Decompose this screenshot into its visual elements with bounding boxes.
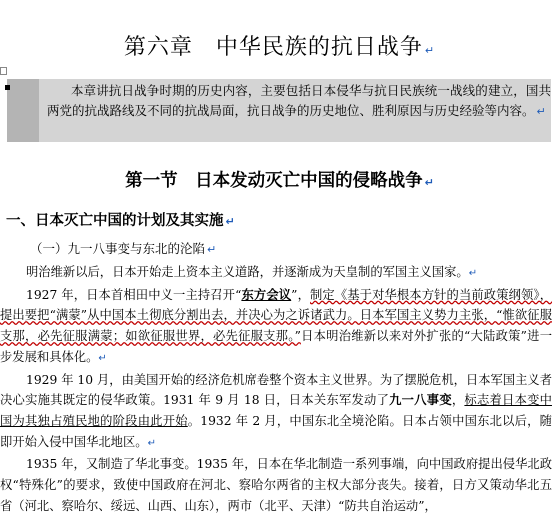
paragraph-mark-icon: ↵ (424, 176, 434, 189)
paragraph-mark-icon: ↵ (98, 352, 107, 364)
section-title (0, 167, 559, 192)
section-title-text: 第一节 日本发动灭亡中国的侵略战争 (125, 171, 423, 191)
chapter-title (0, 30, 559, 61)
heading-level-1 (6, 209, 235, 230)
paragraph-text: 1929 年 10 月，由美国开始的经济危机席卷整个资本主义世界。为了摆脱危机，日本军国主义者决心实施其既定的侵华政策。1931 年 9 月 18 日，日本关东军发动了 (0, 372, 552, 408)
body-text (0, 262, 552, 516)
paragraph (0, 370, 552, 455)
chapter-title-text: 第六章 中华民族的抗日战争 (123, 35, 423, 60)
paragraph-text: 1927 年，日本首相田中义一主持召开“ (26, 287, 242, 302)
heading-1-text: 一、日本灭亡中国的计划及其实施 (6, 213, 224, 229)
paragraph-mark-icon: ↵ (225, 215, 235, 228)
paragraph-mark-icon: ↵ (536, 105, 546, 118)
chapter-summary-box (7, 79, 551, 142)
paragraph-text: 明治维新以后，日本开始走上资本主义道路，并逐渐成为天皇制的军国主义国家。 (26, 265, 469, 279)
paragraph (0, 454, 552, 516)
underlined-text: 标志着日本变中国为其独占殖民地的阶段由此开始 (0, 393, 552, 428)
paragraph-text: ”， (291, 287, 310, 302)
wavy-underlined-text: 制定《基于对华根本方针的当前政策纲领》，提出要把“满蒙”从中国本土彻底分割出去，并决心为之诉诸武力。日本军国主义势力主张，“惟欲征服支那，必先征服满蒙；如欲征服世界，必先征服支那。” (0, 287, 552, 344)
paragraph-text: 日本明治维新以来对外扩张的“大陆政策”进一步发展和具体化。 (0, 329, 552, 364)
paragraph (0, 262, 552, 285)
summary-side-bar (7, 79, 39, 142)
paragraph-mark-icon: ↵ (147, 437, 156, 449)
bullet-icon (5, 85, 10, 90)
heading-2-text: （一）九一八事变与东北的沦陷 (30, 241, 206, 256)
summary-content: 本章讲抗日战争时期的历史内容，主要包括日本侵华与抗日民族统一战线的建立，国共两党的抗战路线及不同的抗战局面，抗日战争的历史地位、胜利原因与历史经验等内容。 (47, 83, 551, 118)
heading-level-2 (30, 239, 216, 257)
paragraph-mark-icon: ↵ (468, 268, 478, 279)
anchor-icon[interactable] (0, 67, 7, 75)
chapter-summary-text (47, 81, 551, 122)
paragraph-text: 。1932 年 2 月，中国东北全境沦陷。日本占领中国东北以后，随即开始入侵中国华北地区。 (0, 413, 552, 449)
paragraph-mark-icon: ↵ (424, 44, 436, 57)
paragraph-text: 1935 年，又制造了华北事变。1935 年，日本在华北制造一系列事端，向中国政府提出侵华北政权“特殊化”的要求，致使中国政府在河北、察哈尔两省的主权大部分丧失。接着，日方又策动华北五省（河北、察哈尔、绥远、山西、山东），两市（北平、天津）“防共自治运动”， (0, 457, 552, 513)
emphasis-text: 东方会议 (241, 286, 292, 302)
paragraph-text: ， (451, 393, 465, 408)
emphasis-text: 九一八事变 (389, 392, 452, 408)
paragraph (0, 285, 552, 370)
paragraph-mark-icon: ↵ (207, 243, 217, 256)
